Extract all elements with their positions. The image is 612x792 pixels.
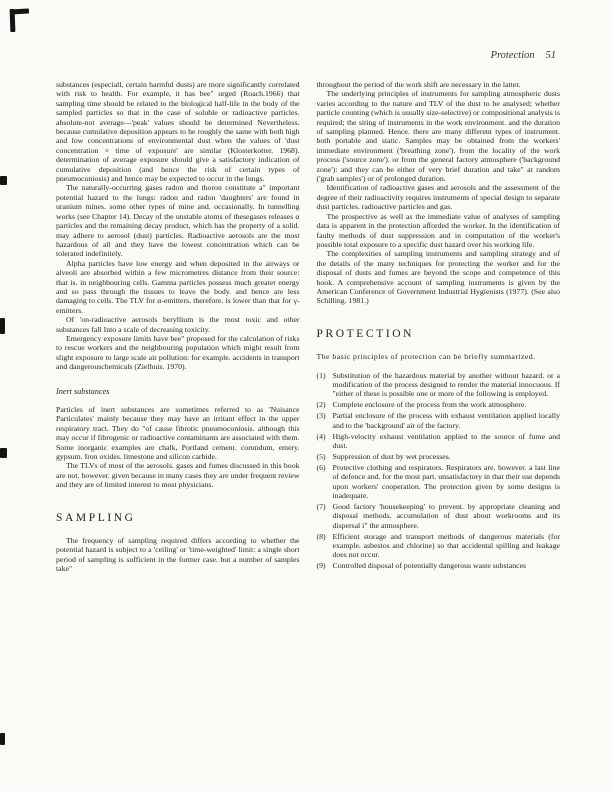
list-text: Protective clothing and respirators. Respirators are. however. a last line of defence and. for the most part. unsatisfactory in that their use depends upon workers' cooperation. The protection given by some designs is inadequate. (332, 462, 560, 500)
list-number: (6) (316, 462, 326, 472)
paragraph: The frequency of sampling required differs according to whether the potential hazard is subject to a 'ceiling' or 'time-weighted' limit: a single short period of sampling is sufficient in the former case. but a number of samples take" (56, 536, 300, 574)
list-item (317, 463, 561, 501)
paragraph: Identification of radioactive gases and aerosols and the assessment of the degree of their radioactivity requires instruments of special design to separate dust particles. radioactive particles and gas. (316, 183, 560, 212)
list-text: Complete enclosure of the process from the work atmosphere. (332, 400, 527, 410)
paragraph: The prospective as well as the immediate value of analyses of sampling data is apparent in the protection afforded the worker. In the identification of faulty methods of dust suppression and in computation of the worker's possible total exposure to a specific dust hazard over his working life. (316, 211, 560, 249)
list-item (317, 502, 561, 530)
list-text: Controlled disposal of potentially dangerous waste substances (332, 561, 527, 571)
running-header (491, 50, 556, 61)
list-item (317, 561, 561, 570)
paragraph: The complexities of sampling instruments and sampling strategy and of the details of the many techniques for protecting the worker and for the disposal of dusts and fumes are beyond the scope and competence of this book. A comprehensive account of sampling instruments is given by the American Conference of Government Industrial Hygienists (1977). (See also Schilling. 1981.) (316, 249, 560, 306)
list-number: (8) (316, 531, 326, 541)
list-number: (1) (316, 370, 326, 380)
list-number: (2) (316, 400, 326, 410)
list-number: (4) (316, 431, 326, 441)
list-text: Good factory 'housekeeping' to prevent. by appropriate cleaning and disposal methods. accumulation of dust about workrooms and its dispersal i" the atmosphere. (332, 501, 560, 530)
inert-substances-heading: Inert substances (56, 386, 110, 396)
paragraph: The naturally-occurring gases radon and thoron constitute a" important potential hazard to the lungs: radon and radon 'daughters' are found in uranium mines. some other types of mine and. occasionally. In tunnelling works (see Chapter 14). Decay of the unstable atoms of thesegases releases α particles and the remaining decay product, which has the property of a solid. may adhere to aerosol (dust) particles. Radioactive aerosols are the most hazardous of all and they have the lowest concentration which can be tolerated indefinitely. (56, 183, 300, 259)
paragraph: Emergency exposure limits have bee" proposed for the calculation of risks to rescue workers and the neighbouring population which might result from slight exposure to large scale air pollution: for example. accidents in transport and dangerouschemicals (Zielhuis. 1970). (56, 333, 300, 372)
paragraph: Alpha particles have low energy and when deposited in the airways or alveoli are absorbed within a few micrometres distance from their source: that is. in neighbouring cells. Gamma particles possess much greater energy and so pass through the tissues to leave the body. and hence are less damaging to cells. The TLV for α-emitters. therefore. is lower than that for γ-emitters. (56, 258, 300, 315)
paragraph: throughout the period of the work shift are necessary in the latter. (316, 80, 521, 89)
left-column (56, 80, 300, 574)
list-number: (9) (316, 561, 326, 571)
scan-artifact (0, 733, 5, 745)
scan-artifact (0, 318, 5, 334)
sampling-heading: SAMPLING (56, 511, 136, 524)
paragraph: The underlying principles of instruments for sampling atmospheric dusts varies according to the nature and TLV of the dust to be analysed; whether particle counting (which is usually size-selective) or compositional analysis is required; the siting of instruments in the work environment. and the duration of sampling planned. Hence. there are many different types of instrument. both portable and static. Samples may be obtained from the workers' immediate environment ('breathing zone'). from the locality of the work process ('source zone'). or from the general factory atmosphere ('background zone'): and they can be either of very brief duration and take" at random ('grab samples') or of prolonged duration. (316, 89, 560, 184)
list-text: Efficient storage and transport methods of dangerous materials (for example. asbestos and chlorine) so that accidental spilling and leakage does not occur. (332, 531, 560, 560)
list-item (317, 452, 561, 461)
list-text: Substitution of the hazardous material by another without hazard. or a modification of the process designed to render the material innocuous. If "either of these is possible one or more of the following is employed. (332, 370, 560, 399)
paragraph: substances (especiall, certain harmful dusts) are more significantly correlated with risk to health. For example, it has bee" urged (Roach.1966) that sampling time should be related to the biological half-life in the body of the sampled particles so that in the case of soluble or radioactive particles. absolute-not average—'peak' values should be determined Nevertheless. because cumulative deposition appears to he roughly the same with both high and low concentrations of environmental dust when the values of 'dust concentration × time of exposure' are similar (Klosterkotter. 1968). determination of average exposure should give a satisfactory indication of cumulative deposition (and hence the risk of certain types of pneumoconiosis) and hence may be expected to occur in the lungs. (56, 80, 300, 184)
list-item (317, 371, 561, 399)
list-item (317, 400, 561, 409)
list-item (317, 532, 561, 560)
list-item (317, 432, 561, 451)
scan-artifact (0, 448, 7, 458)
scan-artifact (0, 176, 7, 185)
list-number: (5) (316, 451, 326, 461)
page-number: 51 (545, 50, 556, 61)
protection-intro: The basic principles of protection can be briefly summarized. (316, 352, 536, 362)
list-text: Partial enclosure of the process with exhaust ventilation applied locally and to the 'background' air of the factory. (332, 411, 560, 430)
scan-artifact (10, 9, 29, 15)
paragraph: Particles of inert substances are sometimes referred to as 'Nuisance Particulates' mainly because they may have an irritant effect in the upper respiratory tract. They do "of cause fibrotic pneumoconiosis. although this may occur if fibrogenic or radioactive contaminants are associated with them. Some inorganic examples are chalk, Portland cement. corundum, emery. gypsum. Iron oxides. limestone and silicon carbide. (56, 405, 300, 462)
right-column (317, 80, 561, 574)
paragraph: The TLVs of most of the aerosols. gases and fumes discussed in this book are not. however. given because in many cases they are under frequent review and they are of limited interest to most physicians. (56, 461, 300, 490)
list-text: High-velocity exhaust ventilation applied to the source of fume and dust. (332, 431, 560, 450)
paragraph: Of 'on-radioactive aerosols beryllium is the most toxic and other substances fall Into a scale of decreasing toxicity. (56, 315, 300, 334)
list-number: (7) (316, 501, 326, 511)
text-columns (56, 80, 560, 574)
list-item (317, 411, 561, 430)
list-number: (3) (316, 411, 326, 421)
running-head-title: Protection (490, 50, 535, 61)
protection-heading: PROTECTION (316, 327, 415, 340)
list-text: Suppression of dust by wet processes. (332, 451, 451, 461)
